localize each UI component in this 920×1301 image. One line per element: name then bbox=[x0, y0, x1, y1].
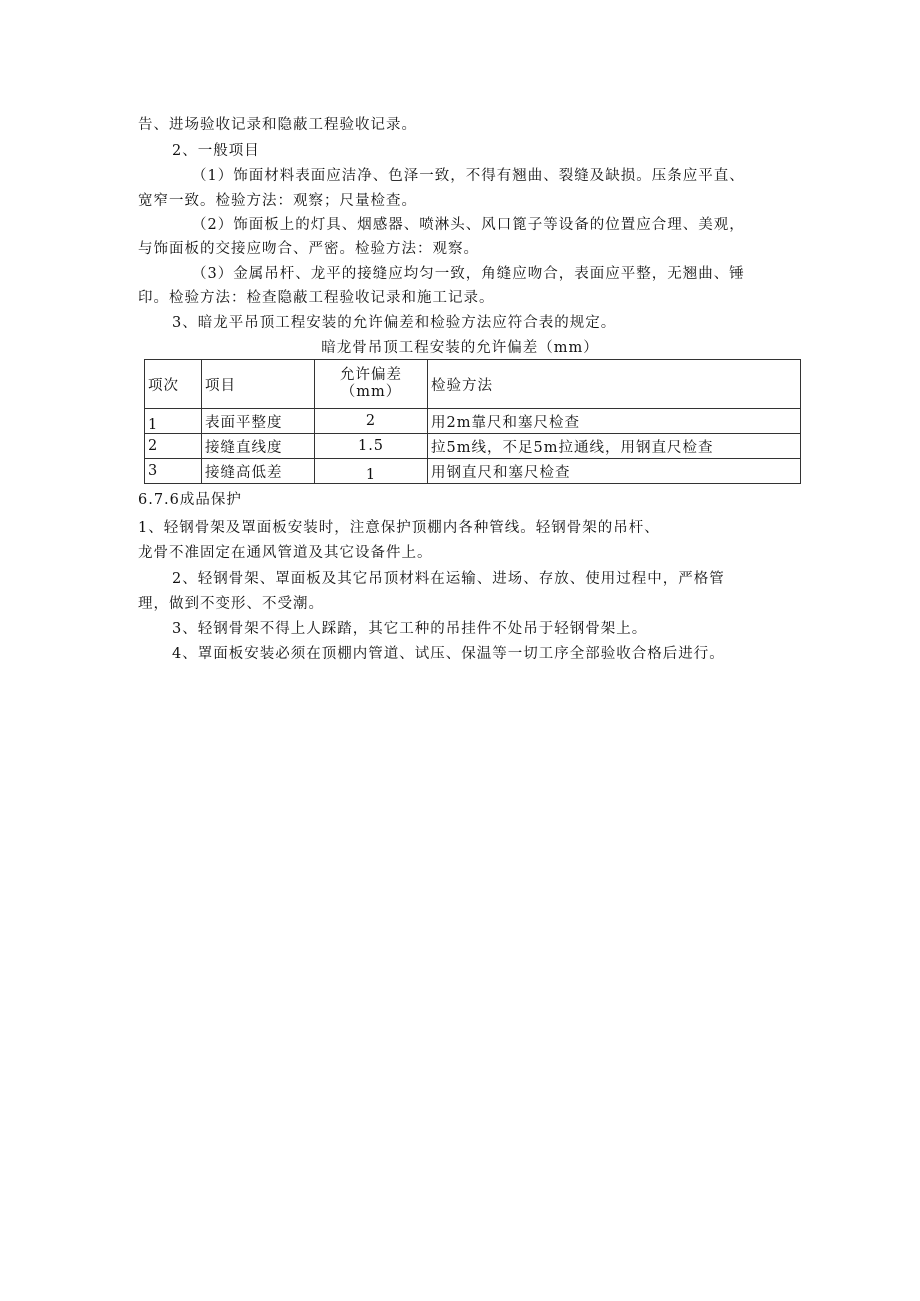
row-item: 接缝直线度 bbox=[202, 434, 315, 459]
paragraph-line: 4、罩面板安装必须在顶棚内管道、试压、保温等一切工序全部验收合格后进行。 bbox=[172, 646, 725, 662]
paragraph-line: 3、轻钢骨架不得上人踩踏，其它工种的吊挂件不处吊于轻钢骨架上。 bbox=[172, 621, 648, 637]
table-caption: 暗龙骨吊顶工程安装的允许偏差（mm） bbox=[321, 340, 599, 356]
paragraph-line: 1、轻钢骨架及罩面板安装时，注意保护顶棚内各种管线。轻钢骨架的吊杆、 bbox=[138, 520, 660, 536]
table-row bbox=[145, 434, 801, 459]
subheading-general-items: 2、一般项目 bbox=[172, 143, 260, 159]
paragraph-line: 3、暗龙平吊顶工程安装的允许偏差和检验方法应符合表的规定。 bbox=[172, 315, 617, 331]
header-no: 项次 bbox=[145, 360, 202, 409]
header-method: 检验方法 bbox=[428, 360, 801, 409]
paragraph-line: 印。检验方法：检查隐蔽工程验收记录和施工记录。 bbox=[138, 290, 495, 306]
paragraph-line: （1）饰面材料表面应洁净、色泽一致，不得有翘曲、裂缝及缺损。压条应平直、 bbox=[192, 168, 745, 184]
paragraph-line: 与饰面板的交接应吻合、严密。检验方法：观察。 bbox=[138, 241, 479, 257]
row-method: 用钢直尺和塞尺检查 bbox=[428, 459, 801, 484]
table-row bbox=[145, 409, 801, 434]
row-method: 拉5m线，不足5m拉通线，用钢直尺检查 bbox=[428, 434, 801, 459]
row-no: 2 bbox=[145, 434, 202, 459]
row-item: 接缝高低差 bbox=[202, 459, 315, 484]
section-heading: 6.7.6成品保护 bbox=[138, 492, 242, 508]
row-no: 1 bbox=[145, 409, 202, 434]
row-tolerance: 2 bbox=[315, 409, 428, 434]
paragraph-line: 宽窄一致。检验方法：观察；尺量检查。 bbox=[138, 193, 417, 209]
paragraph-line: 理，做到不变形、不受潮。 bbox=[138, 596, 324, 612]
header-tolerance: 允许偏差（mm） bbox=[315, 360, 428, 409]
tolerance-table bbox=[144, 359, 801, 484]
paragraph-line: 龙骨不准固定在通风管道及其它设备件上。 bbox=[138, 545, 433, 561]
paragraph-line: （3）金属吊杆、龙平的接缝应均匀一致，角缝应吻合，表面应平整，无翘曲、锤 bbox=[192, 266, 745, 282]
row-tolerance: 1.5 bbox=[315, 434, 428, 459]
paragraph-line: 告、进场验收记录和隐蔽工程验收记录。 bbox=[138, 117, 417, 133]
row-tolerance: 1 bbox=[315, 459, 428, 484]
paragraph-line: （2）饰面板上的灯具、烟感器、喷淋头、风口篦子等设备的位置应合理、美观， bbox=[192, 217, 745, 233]
row-method: 用2m靠尺和塞尺检查 bbox=[428, 409, 801, 434]
paragraph-line: 2、轻钢骨架、罩面板及其它吊顶材料在运输、进场、存放、使用过程中，严格管 bbox=[172, 571, 725, 587]
table-header-row bbox=[145, 360, 801, 409]
row-item: 表面平整度 bbox=[202, 409, 315, 434]
header-item: 项目 bbox=[202, 360, 315, 409]
row-no: 3 bbox=[145, 459, 202, 484]
table-row bbox=[145, 459, 801, 484]
